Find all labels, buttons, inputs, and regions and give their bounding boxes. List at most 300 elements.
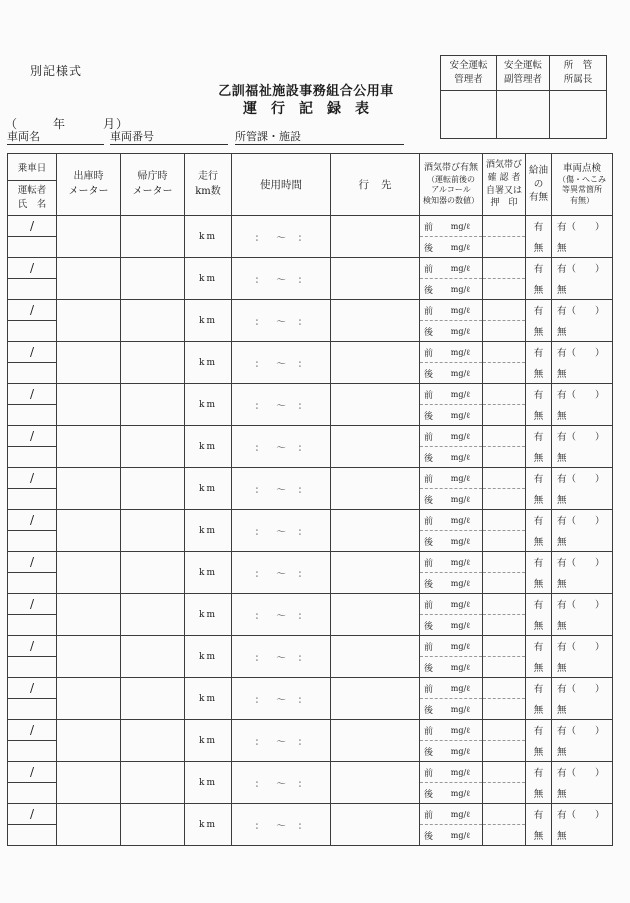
alcohol-before-cell[interactable] xyxy=(420,678,483,699)
mg-per-liter-unit: mg/ℓ xyxy=(450,536,470,546)
odometer-out-cell[interactable] xyxy=(57,216,121,258)
confirmer-seal-cell-top[interactable] xyxy=(483,552,526,573)
confirmer-seal-cell-bottom[interactable] xyxy=(483,615,526,636)
ride-date-cell[interactable] xyxy=(8,468,57,489)
alcohol-after-cell[interactable] xyxy=(420,615,483,636)
distance-cell[interactable] xyxy=(185,762,232,804)
refuel-no-cell[interactable]: 無 xyxy=(526,363,552,384)
distance-cell[interactable] xyxy=(185,342,232,384)
odometer-return-cell[interactable] xyxy=(121,594,185,636)
date-slash: / xyxy=(29,303,35,317)
alcohol-after-cell[interactable] xyxy=(420,573,483,594)
time-colon-start: ： xyxy=(254,694,265,706)
km-unit-label: km xyxy=(199,525,217,536)
alcohol-before-cell[interactable] xyxy=(420,300,483,321)
odometer-return-cell[interactable] xyxy=(121,300,185,342)
refuel-no-cell[interactable]: 無 xyxy=(526,489,552,510)
odometer-return-cell[interactable] xyxy=(121,636,185,678)
alcohol-before-cell[interactable] xyxy=(420,804,483,825)
confirmer-seal-cell-top[interactable] xyxy=(483,300,526,321)
record-row-top xyxy=(8,510,613,531)
inspection-no-cell[interactable]: 無 xyxy=(552,405,613,426)
driver-name-cell[interactable] xyxy=(8,573,57,594)
usage-time-cell[interactable] xyxy=(232,510,331,552)
deputy-manager-column xyxy=(497,56,550,138)
date-slash: / xyxy=(29,807,35,821)
refuel-yes-cell[interactable]: 有 xyxy=(526,426,552,447)
odometer-out-cell[interactable] xyxy=(57,510,121,552)
refuel-yes-cell[interactable]: 有 xyxy=(526,384,552,405)
odometer-return-cell[interactable] xyxy=(121,720,185,762)
after-label: 後 xyxy=(424,747,434,758)
km-unit-label: km xyxy=(199,567,217,578)
alcohol-after-cell[interactable] xyxy=(420,237,483,258)
alcohol-before-cell[interactable] xyxy=(420,510,483,531)
confirmer-seal-cell-bottom[interactable] xyxy=(483,531,526,552)
destination-cell[interactable] xyxy=(331,216,420,258)
after-label: 後 xyxy=(424,285,434,296)
odometer-out-cell[interactable] xyxy=(57,804,121,846)
ride-date-cell[interactable] xyxy=(8,342,57,363)
distance-cell[interactable] xyxy=(185,804,232,846)
driver-name-cell[interactable] xyxy=(8,657,57,678)
ride-date-cell[interactable] xyxy=(8,216,57,237)
usage-time-cell[interactable] xyxy=(232,678,331,720)
col-header-odometer-return: 帰庁時 メーター xyxy=(121,154,185,216)
refuel-yes-cell[interactable]: 有 xyxy=(526,720,552,741)
ride-date-cell[interactable] xyxy=(8,384,57,405)
department-field[interactable] xyxy=(235,129,404,145)
refuel-no-cell[interactable]: 無 xyxy=(526,405,552,426)
time-colon-end: ： xyxy=(297,316,308,328)
distance-cell[interactable] xyxy=(185,594,232,636)
odometer-out-cell[interactable] xyxy=(57,426,121,468)
time-colon-start: ： xyxy=(254,358,265,370)
odometer-return-cell[interactable] xyxy=(121,468,185,510)
confirmer-seal-cell-top[interactable] xyxy=(483,720,526,741)
refuel-no-cell[interactable]: 無 xyxy=(526,741,552,762)
odometer-out-cell[interactable] xyxy=(57,762,121,804)
refuel-yes-cell[interactable]: 有 xyxy=(526,300,552,321)
refuel-no-cell[interactable]: 無 xyxy=(526,699,552,720)
usage-time-cell[interactable] xyxy=(232,720,331,762)
inspection-no-cell[interactable]: 無 xyxy=(552,615,613,636)
odometer-return-cell[interactable] xyxy=(121,342,185,384)
inspection-yes-cell[interactable]: 有（ ） xyxy=(552,678,613,699)
inspection-yes-cell[interactable]: 有（ ） xyxy=(552,636,613,657)
inspection-no-cell[interactable]: 無 xyxy=(552,783,613,804)
inspection-yes-cell[interactable]: 有（ ） xyxy=(552,216,613,237)
alcohol-after-cell[interactable] xyxy=(420,321,483,342)
distance-cell[interactable] xyxy=(185,720,232,762)
ride-date-cell[interactable] xyxy=(8,678,57,699)
confirmer-seal-cell-bottom[interactable] xyxy=(483,699,526,720)
usage-time-cell[interactable] xyxy=(232,384,331,426)
confirmer-seal-cell-bottom[interactable] xyxy=(483,447,526,468)
inspection-no-cell[interactable]: 無 xyxy=(552,489,613,510)
driver-name-cell[interactable] xyxy=(8,237,57,258)
refuel-yes-cell[interactable]: 有 xyxy=(526,762,552,783)
distance-cell[interactable] xyxy=(185,216,232,258)
distance-cell[interactable] xyxy=(185,552,232,594)
inspection-yes-cell[interactable]: 有（ ） xyxy=(552,510,613,531)
distance-cell[interactable] xyxy=(185,510,232,552)
record-row-top xyxy=(8,720,613,741)
odometer-return-cell[interactable] xyxy=(121,804,185,846)
confirmer-seal-cell-bottom[interactable] xyxy=(483,321,526,342)
ride-date-cell[interactable] xyxy=(8,258,57,279)
alcohol-after-cell[interactable] xyxy=(420,363,483,384)
before-label: 前 xyxy=(424,516,434,527)
refuel-no-cell[interactable]: 無 xyxy=(526,573,552,594)
date-slash: / xyxy=(29,681,35,695)
distance-cell[interactable] xyxy=(185,258,232,300)
inspection-no-cell[interactable]: 無 xyxy=(552,741,613,762)
after-label: 後 xyxy=(424,537,434,548)
confirmer-seal-cell-bottom[interactable] xyxy=(483,489,526,510)
refuel-yes-cell[interactable]: 有 xyxy=(526,468,552,489)
refuel-yes-cell[interactable]: 有 xyxy=(526,258,552,279)
vehicle-name-field[interactable] xyxy=(7,129,104,145)
inspection-no-cell[interactable]: 無 xyxy=(552,573,613,594)
date-slash: / xyxy=(29,429,35,443)
ride-date-cell[interactable] xyxy=(8,720,57,741)
alcohol-before-cell[interactable] xyxy=(420,720,483,741)
inspection-yes-cell[interactable]: 有（ ） xyxy=(552,342,613,363)
mg-per-liter-unit: mg/ℓ xyxy=(450,242,470,252)
safety-manager-signature-space[interactable] xyxy=(441,91,496,138)
confirmer-seal-cell-bottom[interactable] xyxy=(483,741,526,762)
odometer-return-cell[interactable] xyxy=(121,510,185,552)
before-label: 前 xyxy=(424,558,434,569)
confirmer-seal-cell-bottom[interactable] xyxy=(483,363,526,384)
col-header-odometer-out: 出庫時 メーター xyxy=(57,154,121,216)
ride-date-cell[interactable] xyxy=(8,552,57,573)
alcohol-after-cell[interactable] xyxy=(420,405,483,426)
confirmer-seal-cell-bottom[interactable] xyxy=(483,783,526,804)
odometer-out-cell[interactable] xyxy=(57,678,121,720)
refuel-yes-cell[interactable]: 有 xyxy=(526,510,552,531)
usage-time-cell[interactable] xyxy=(232,804,331,846)
driver-name-cell[interactable] xyxy=(8,825,57,846)
destination-cell[interactable] xyxy=(331,384,420,426)
confirmer-seal-cell-top[interactable] xyxy=(483,426,526,447)
driver-name-cell[interactable] xyxy=(8,447,57,468)
ride-date-cell[interactable] xyxy=(8,636,57,657)
usage-time-cell[interactable] xyxy=(232,594,331,636)
time-colon-end: ： xyxy=(297,610,308,622)
alcohol-before-cell[interactable] xyxy=(420,762,483,783)
date-slash: / xyxy=(29,723,35,737)
after-label: 後 xyxy=(424,453,434,464)
department-label: 所管課・施設 xyxy=(235,130,301,143)
date-slash: / xyxy=(29,639,35,653)
alcohol-after-cell[interactable] xyxy=(420,279,483,300)
destination-cell[interactable] xyxy=(331,552,420,594)
driver-name-cell[interactable] xyxy=(8,321,57,342)
usage-time-cell[interactable] xyxy=(232,762,331,804)
safety-manager-label: 安全運転 管理者 xyxy=(441,56,496,91)
date-slash: / xyxy=(29,261,35,275)
refuel-no-cell[interactable]: 無 xyxy=(526,783,552,804)
refuel-yes-cell[interactable]: 有 xyxy=(526,552,552,573)
destination-cell[interactable] xyxy=(331,426,420,468)
km-unit-label: km xyxy=(199,483,217,494)
odometer-out-cell[interactable] xyxy=(57,468,121,510)
operation-record-table xyxy=(7,153,613,846)
alcohol-after-cell[interactable] xyxy=(420,447,483,468)
usage-time-cell[interactable] xyxy=(232,300,331,342)
refuel-yes-cell[interactable]: 有 xyxy=(526,636,552,657)
time-tilde: ～ xyxy=(276,778,286,790)
refuel-no-cell[interactable]: 無 xyxy=(526,237,552,258)
odometer-return-cell[interactable] xyxy=(121,552,185,594)
destination-cell[interactable] xyxy=(331,720,420,762)
distance-cell[interactable] xyxy=(185,468,232,510)
driver-name-cell[interactable] xyxy=(8,405,57,426)
destination-cell[interactable] xyxy=(331,342,420,384)
refuel-yes-cell[interactable]: 有 xyxy=(526,216,552,237)
mg-per-liter-unit: mg/ℓ xyxy=(450,599,470,609)
ride-date-cell[interactable] xyxy=(8,426,57,447)
odometer-out-cell[interactable] xyxy=(57,636,121,678)
distance-cell[interactable] xyxy=(185,384,232,426)
inspection-yes-cell[interactable]: 有（ ） xyxy=(552,384,613,405)
driver-name-cell[interactable] xyxy=(8,699,57,720)
inspection-yes-cell[interactable]: 有（ ） xyxy=(552,468,613,489)
inspection-yes-cell[interactable]: 有（ ） xyxy=(552,258,613,279)
table-body xyxy=(8,216,613,846)
vehicle-number-field[interactable] xyxy=(110,129,228,145)
refuel-no-cell[interactable]: 無 xyxy=(526,447,552,468)
distance-cell[interactable] xyxy=(185,300,232,342)
odometer-out-cell[interactable] xyxy=(57,342,121,384)
driver-name-cell[interactable] xyxy=(8,489,57,510)
alcohol-before-cell[interactable] xyxy=(420,594,483,615)
destination-cell[interactable] xyxy=(331,762,420,804)
refuel-no-cell[interactable]: 無 xyxy=(526,825,552,846)
inspection-no-cell[interactable]: 無 xyxy=(552,321,613,342)
ride-date-cell[interactable] xyxy=(8,762,57,783)
time-tilde: ～ xyxy=(276,484,286,496)
driver-name-cell[interactable] xyxy=(8,531,57,552)
time-colon-start: ： xyxy=(254,736,265,748)
confirmer-seal-cell-top[interactable] xyxy=(483,636,526,657)
page-title: 運 行 記 録 表 xyxy=(243,101,369,117)
alcohol-before-cell[interactable] xyxy=(420,258,483,279)
km-unit-label: km xyxy=(199,735,217,746)
distance-cell[interactable] xyxy=(185,426,232,468)
odometer-return-cell[interactable] xyxy=(121,258,185,300)
odometer-out-cell[interactable] xyxy=(57,258,121,300)
deputy-manager-signature-space[interactable] xyxy=(497,91,549,138)
odometer-out-cell[interactable] xyxy=(57,594,121,636)
inspection-no-cell[interactable]: 無 xyxy=(552,447,613,468)
inspection-no-cell[interactable]: 無 xyxy=(552,699,613,720)
odometer-return-cell[interactable] xyxy=(121,678,185,720)
inspection-yes-cell[interactable]: 有（ ） xyxy=(552,594,613,615)
alcohol-after-cell[interactable] xyxy=(420,531,483,552)
mg-per-liter-unit: mg/ℓ xyxy=(450,284,470,294)
odometer-return-cell[interactable] xyxy=(121,762,185,804)
inspection-no-cell[interactable]: 無 xyxy=(552,237,613,258)
col-header-distance: 走行 km数 xyxy=(185,154,232,216)
destination-cell[interactable] xyxy=(331,804,420,846)
time-colon-start: ： xyxy=(254,778,265,790)
confirmer-seal-cell-bottom[interactable] xyxy=(483,237,526,258)
before-label: 前 xyxy=(424,600,434,611)
destination-cell[interactable] xyxy=(331,594,420,636)
refuel-no-cell[interactable]: 無 xyxy=(526,615,552,636)
alcohol-before-cell[interactable] xyxy=(420,636,483,657)
alcohol-after-cell[interactable] xyxy=(420,741,483,762)
odometer-return-cell[interactable] xyxy=(121,426,185,468)
confirmer-seal-cell-top[interactable] xyxy=(483,804,526,825)
confirmer-seal-cell-bottom[interactable] xyxy=(483,405,526,426)
alcohol-after-cell[interactable] xyxy=(420,699,483,720)
mg-per-liter-unit: mg/ℓ xyxy=(450,368,470,378)
confirmer-seal-cell-top[interactable] xyxy=(483,342,526,363)
mg-per-liter-unit: mg/ℓ xyxy=(450,809,470,819)
confirmer-seal-cell-bottom[interactable] xyxy=(483,825,526,846)
inspection-no-cell[interactable]: 無 xyxy=(552,531,613,552)
record-row-top xyxy=(8,216,613,237)
refuel-no-cell[interactable]: 無 xyxy=(526,279,552,300)
time-colon-end: ： xyxy=(297,232,308,244)
alcohol-after-cell[interactable] xyxy=(420,783,483,804)
destination-cell[interactable] xyxy=(331,678,420,720)
time-tilde: ～ xyxy=(276,652,286,664)
inspection-yes-cell[interactable]: 有（ ） xyxy=(552,804,613,825)
alcohol-before-cell[interactable] xyxy=(420,216,483,237)
refuel-yes-cell[interactable]: 有 xyxy=(526,594,552,615)
ride-date-cell[interactable] xyxy=(8,510,57,531)
refuel-no-cell[interactable]: 無 xyxy=(526,657,552,678)
alcohol-before-cell[interactable] xyxy=(420,384,483,405)
alcohol-after-cell[interactable] xyxy=(420,657,483,678)
distance-cell[interactable] xyxy=(185,678,232,720)
time-tilde: ～ xyxy=(276,358,286,370)
km-unit-label: km xyxy=(199,693,217,704)
alcohol-before-cell[interactable] xyxy=(420,468,483,489)
inspection-yes-cell[interactable]: 有（ ） xyxy=(552,720,613,741)
alcohol-after-cell[interactable] xyxy=(420,825,483,846)
inspection-no-cell[interactable]: 無 xyxy=(552,279,613,300)
odometer-return-cell[interactable] xyxy=(121,216,185,258)
driver-name-cell[interactable] xyxy=(8,783,57,804)
ride-date-cell[interactable] xyxy=(8,300,57,321)
alcohol-before-cell[interactable] xyxy=(420,552,483,573)
time-colon-start: ： xyxy=(254,652,265,664)
destination-cell[interactable] xyxy=(331,636,420,678)
before-label: 前 xyxy=(424,768,434,779)
alcohol-after-cell[interactable] xyxy=(420,489,483,510)
driver-name-cell[interactable] xyxy=(8,363,57,384)
confirmer-seal-cell-top[interactable] xyxy=(483,216,526,237)
confirmer-seal-cell-top[interactable] xyxy=(483,384,526,405)
time-tilde: ～ xyxy=(276,274,286,286)
km-unit-label: km xyxy=(199,651,217,662)
refuel-yes-cell[interactable]: 有 xyxy=(526,342,552,363)
record-row-top xyxy=(8,636,613,657)
odometer-out-cell[interactable] xyxy=(57,720,121,762)
after-label: 後 xyxy=(424,243,434,254)
confirmer-seal-cell-top[interactable] xyxy=(483,762,526,783)
alcohol-before-cell[interactable] xyxy=(420,342,483,363)
time-colon-start: ： xyxy=(254,442,265,454)
distance-cell[interactable] xyxy=(185,636,232,678)
driver-name-cell[interactable] xyxy=(8,279,57,300)
inspection-yes-cell[interactable]: 有（ ） xyxy=(552,426,613,447)
section-chief-signature-space[interactable] xyxy=(550,91,606,138)
mg-per-liter-unit: mg/ℓ xyxy=(450,641,470,651)
usage-time-cell[interactable] xyxy=(232,636,331,678)
before-label: 前 xyxy=(424,684,434,695)
time-colon-end: ： xyxy=(297,820,308,832)
usage-time-cell[interactable] xyxy=(232,216,331,258)
usage-time-cell[interactable] xyxy=(232,468,331,510)
odometer-out-cell[interactable] xyxy=(57,552,121,594)
confirmer-seal-cell-top[interactable] xyxy=(483,678,526,699)
refuel-yes-cell[interactable]: 有 xyxy=(526,804,552,825)
refuel-no-cell[interactable]: 無 xyxy=(526,321,552,342)
usage-time-cell[interactable] xyxy=(232,258,331,300)
time-colon-end: ： xyxy=(297,358,308,370)
odometer-out-cell[interactable] xyxy=(57,384,121,426)
inspection-no-cell[interactable]: 無 xyxy=(552,363,613,384)
inspection-no-cell[interactable]: 無 xyxy=(552,825,613,846)
confirmer-seal-cell-top[interactable] xyxy=(483,594,526,615)
mg-per-liter-unit: mg/ℓ xyxy=(450,578,470,588)
inspection-yes-cell[interactable]: 有（ ） xyxy=(552,762,613,783)
driver-name-cell[interactable] xyxy=(8,615,57,636)
destination-cell[interactable] xyxy=(331,258,420,300)
odometer-return-cell[interactable] xyxy=(121,384,185,426)
confirmer-seal-cell-top[interactable] xyxy=(483,258,526,279)
odometer-out-cell[interactable] xyxy=(57,300,121,342)
inspection-no-cell[interactable]: 無 xyxy=(552,657,613,678)
destination-cell[interactable] xyxy=(331,468,420,510)
confirmer-seal-cell-top[interactable] xyxy=(483,468,526,489)
confirmer-seal-cell-bottom[interactable] xyxy=(483,657,526,678)
destination-cell[interactable] xyxy=(331,510,420,552)
confirmer-seal-cell-top[interactable] xyxy=(483,510,526,531)
mg-per-liter-unit: mg/ℓ xyxy=(450,557,470,567)
time-colon-start: ： xyxy=(254,274,265,286)
usage-time-cell[interactable] xyxy=(232,426,331,468)
time-tilde: ～ xyxy=(276,400,286,412)
usage-time-cell[interactable] xyxy=(232,552,331,594)
confirmer-seal-cell-bottom[interactable] xyxy=(483,279,526,300)
col-header-alcohol-check: 酒気帯び有無 （運転前後の アルコール 検知器の数値） xyxy=(420,154,483,216)
mg-per-liter-unit: mg/ℓ xyxy=(450,221,470,231)
ride-date-cell[interactable] xyxy=(8,804,57,825)
usage-time-cell[interactable] xyxy=(232,342,331,384)
ride-date-cell[interactable] xyxy=(8,594,57,615)
refuel-yes-cell[interactable]: 有 xyxy=(526,678,552,699)
before-label: 前 xyxy=(424,474,434,485)
inspection-yes-cell[interactable]: 有（ ） xyxy=(552,552,613,573)
km-unit-label: km xyxy=(199,777,217,788)
inspection-yes-cell[interactable]: 有（ ） xyxy=(552,300,613,321)
time-colon-start: ： xyxy=(254,820,265,832)
destination-cell[interactable] xyxy=(331,300,420,342)
mg-per-liter-unit: mg/ℓ xyxy=(450,767,470,777)
refuel-no-cell[interactable]: 無 xyxy=(526,531,552,552)
confirmer-seal-cell-bottom[interactable] xyxy=(483,573,526,594)
alcohol-before-cell[interactable] xyxy=(420,426,483,447)
driver-name-cell[interactable] xyxy=(8,741,57,762)
